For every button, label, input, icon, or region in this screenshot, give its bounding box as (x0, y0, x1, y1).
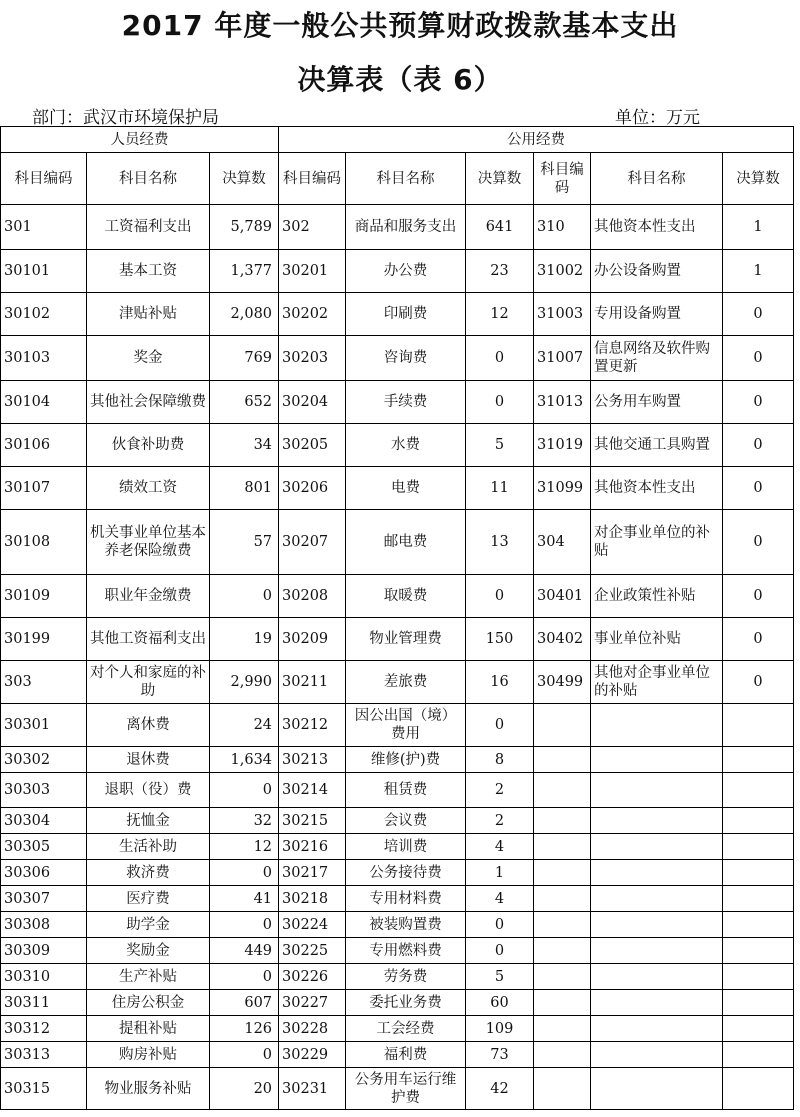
name-cell: 奖励金 (87, 938, 210, 964)
table-row (1, 747, 794, 773)
name-cell: 公务用车运行维护费 (346, 1068, 466, 1110)
table-row (1, 886, 794, 912)
amount-cell: 641 (466, 205, 534, 250)
code-cell: 310 (534, 205, 591, 250)
amount-cell: 19 (210, 618, 279, 661)
code-cell: 302 (279, 205, 346, 250)
amount-cell (723, 990, 794, 1016)
code-cell: 30202 (279, 293, 346, 336)
code-cell: 30207 (279, 510, 346, 575)
name-cell: 公务接待费 (346, 860, 466, 886)
amount-cell: 801 (210, 467, 279, 510)
amount-cell: 2 (466, 773, 534, 808)
amount-cell: 24 (210, 704, 279, 747)
name-cell: 印刷费 (346, 293, 466, 336)
name-cell: 伙食补助费 (87, 424, 210, 467)
table-row (1, 808, 794, 834)
amount-cell (723, 704, 794, 747)
amount-cell: 769 (210, 336, 279, 381)
code-cell (534, 1042, 591, 1068)
amount-cell: 0 (723, 575, 794, 618)
name-cell: 医疗费 (87, 886, 210, 912)
amount-cell: 0 (210, 575, 279, 618)
code-cell: 30103 (1, 336, 87, 381)
amount-cell: 57 (210, 510, 279, 575)
code-cell: 30208 (279, 575, 346, 618)
name-cell: 奖金 (87, 336, 210, 381)
code-cell: 301 (1, 205, 87, 250)
code-cell (534, 860, 591, 886)
name-cell: 其他资本性支出 (591, 205, 723, 250)
name-cell: 劳务费 (346, 964, 466, 990)
code-cell: 30214 (279, 773, 346, 808)
table-row (1, 704, 794, 747)
code-cell: 30218 (279, 886, 346, 912)
amount-cell (723, 747, 794, 773)
name-cell: 手续费 (346, 381, 466, 424)
name-cell: 租赁费 (346, 773, 466, 808)
amount-cell: 60 (466, 990, 534, 1016)
amount-cell: 1,634 (210, 747, 279, 773)
code-cell: 30204 (279, 381, 346, 424)
code-cell (534, 773, 591, 808)
amount-cell: 4 (466, 834, 534, 860)
name-cell: 对个人和家庭的补助 (87, 661, 210, 704)
amount-cell: 13 (466, 510, 534, 575)
amount-cell (723, 808, 794, 834)
code-cell: 31019 (534, 424, 591, 467)
name-cell: 救济费 (87, 860, 210, 886)
amount-cell: 0 (723, 618, 794, 661)
code-cell (534, 912, 591, 938)
table-row (1, 912, 794, 938)
name-cell: 专用材料费 (346, 886, 466, 912)
name-cell: 物业管理费 (346, 618, 466, 661)
code-cell: 30203 (279, 336, 346, 381)
col-header-name: 科目名称 (591, 153, 723, 205)
code-cell: 30228 (279, 1016, 346, 1042)
name-cell: 购房补贴 (87, 1042, 210, 1068)
amount-cell: 8 (466, 747, 534, 773)
amount-cell (723, 1016, 794, 1042)
amount-cell: 0 (466, 575, 534, 618)
col-header-amount: 决算数 (210, 153, 279, 205)
amount-cell: 1 (723, 205, 794, 250)
name-cell: 培训费 (346, 834, 466, 860)
code-cell: 30313 (1, 1042, 87, 1068)
name-cell (591, 938, 723, 964)
table-row (1, 860, 794, 886)
amount-cell: 150 (466, 618, 534, 661)
code-cell: 31002 (534, 250, 591, 293)
code-cell: 30206 (279, 467, 346, 510)
amount-cell: 12 (210, 834, 279, 860)
report-title-line1: 2017 年度一般公共预算财政拨款基本支出 (121, 9, 679, 42)
name-cell: 被装购置费 (346, 912, 466, 938)
code-cell: 30306 (1, 860, 87, 886)
name-cell: 会议费 (346, 808, 466, 834)
report-title-line2: 决算表（表 6） (297, 63, 503, 96)
name-cell: 生活补助 (87, 834, 210, 860)
table-body (1, 205, 794, 1110)
code-cell (534, 704, 591, 747)
amount-cell: 4 (466, 886, 534, 912)
amount-cell: 0 (210, 912, 279, 938)
code-cell: 31003 (534, 293, 591, 336)
code-cell: 30310 (1, 964, 87, 990)
code-cell: 30106 (1, 424, 87, 467)
code-cell: 30216 (279, 834, 346, 860)
col-header-amount: 决算数 (466, 153, 534, 205)
name-cell: 委托业务费 (346, 990, 466, 1016)
amount-cell: 73 (466, 1042, 534, 1068)
code-cell: 30201 (279, 250, 346, 293)
name-cell: 其他对企事业单位的补贴 (591, 661, 723, 704)
amount-cell: 32 (210, 808, 279, 834)
code-cell: 31013 (534, 381, 591, 424)
code-cell: 30102 (1, 293, 87, 336)
table-row (1, 1042, 794, 1068)
table-row (1, 510, 794, 575)
name-cell: 商品和服务支出 (346, 205, 466, 250)
amount-cell: 0 (210, 964, 279, 990)
name-cell: 邮电费 (346, 510, 466, 575)
name-cell: 退休费 (87, 747, 210, 773)
amount-cell: 2 (466, 808, 534, 834)
code-cell: 30229 (279, 1042, 346, 1068)
code-cell (534, 808, 591, 834)
amount-cell (723, 938, 794, 964)
name-cell (591, 834, 723, 860)
code-cell: 30215 (279, 808, 346, 834)
code-cell (534, 1068, 591, 1110)
table-row (1, 381, 794, 424)
name-cell: 基本工资 (87, 250, 210, 293)
table-row (1, 1016, 794, 1042)
name-cell: 津贴补贴 (87, 293, 210, 336)
name-cell: 职业年金缴费 (87, 575, 210, 618)
code-cell: 30308 (1, 912, 87, 938)
table-row (1, 424, 794, 467)
name-cell: 提租补贴 (87, 1016, 210, 1042)
amount-cell: 0 (466, 704, 534, 747)
table-row (1, 990, 794, 1016)
expenditure-table (0, 126, 794, 1110)
amount-cell: 0 (466, 912, 534, 938)
code-cell: 31007 (534, 336, 591, 381)
code-cell: 30315 (1, 1068, 87, 1110)
name-cell: 电费 (346, 467, 466, 510)
amount-cell: 0 (466, 938, 534, 964)
amount-cell (723, 964, 794, 990)
amount-cell: 42 (466, 1068, 534, 1110)
amount-cell: 34 (210, 424, 279, 467)
name-cell: 信息网络及软件购置更新 (591, 336, 723, 381)
name-cell: 绩效工资 (87, 467, 210, 510)
table-row (1, 250, 794, 293)
code-cell: 30305 (1, 834, 87, 860)
name-cell: 助学金 (87, 912, 210, 938)
code-cell: 30309 (1, 938, 87, 964)
name-cell (591, 912, 723, 938)
amount-cell: 1,377 (210, 250, 279, 293)
amount-cell (723, 773, 794, 808)
code-cell: 30401 (534, 575, 591, 618)
name-cell: 维修(护)费 (346, 747, 466, 773)
code-cell (534, 747, 591, 773)
code-cell: 30109 (1, 575, 87, 618)
code-cell: 30224 (279, 912, 346, 938)
amount-cell: 126 (210, 1016, 279, 1042)
name-cell (591, 886, 723, 912)
code-cell (534, 938, 591, 964)
name-cell: 住房公积金 (87, 990, 210, 1016)
name-cell: 抚恤金 (87, 808, 210, 834)
col-header-name: 科目名称 (346, 153, 466, 205)
amount-cell: 652 (210, 381, 279, 424)
code-cell (534, 1016, 591, 1042)
name-cell (591, 704, 723, 747)
code-cell: 30304 (1, 808, 87, 834)
code-cell: 30205 (279, 424, 346, 467)
code-cell: 30225 (279, 938, 346, 964)
col-header-code: 科目编码 (534, 153, 591, 205)
name-cell (591, 1068, 723, 1110)
name-cell: 专用设备购置 (591, 293, 723, 336)
name-cell: 差旅费 (346, 661, 466, 704)
name-cell: 退职（役）费 (87, 773, 210, 808)
department-label: 部门：武汉市环境保护局 (32, 108, 219, 128)
name-cell: 福利费 (346, 1042, 466, 1068)
amount-cell (723, 912, 794, 938)
amount-cell: 0 (210, 773, 279, 808)
col-header-code: 科目编码 (1, 153, 87, 205)
amount-cell: 449 (210, 938, 279, 964)
code-cell: 30227 (279, 990, 346, 1016)
table-row (1, 938, 794, 964)
name-cell: 办公费 (346, 250, 466, 293)
amount-cell: 0 (723, 336, 794, 381)
name-cell: 事业单位补贴 (591, 618, 723, 661)
code-cell: 304 (534, 510, 591, 575)
name-cell (591, 964, 723, 990)
name-cell: 工资福利支出 (87, 205, 210, 250)
amount-cell: 1 (723, 250, 794, 293)
amount-cell: 109 (466, 1016, 534, 1042)
table-row (1, 293, 794, 336)
col-header-amount: 决算数 (723, 153, 794, 205)
code-cell: 31099 (534, 467, 591, 510)
code-cell: 30312 (1, 1016, 87, 1042)
name-cell: 水费 (346, 424, 466, 467)
code-cell: 303 (1, 661, 87, 704)
amount-cell: 0 (723, 661, 794, 704)
amount-cell: 0 (723, 510, 794, 575)
table-row (1, 1068, 794, 1110)
code-cell: 30231 (279, 1068, 346, 1110)
name-cell (591, 990, 723, 1016)
name-cell: 其他工资福利支出 (87, 618, 210, 661)
name-cell: 其他资本性支出 (591, 467, 723, 510)
amount-cell: 12 (466, 293, 534, 336)
code-cell: 30104 (1, 381, 87, 424)
amount-cell: 2,990 (210, 661, 279, 704)
name-cell: 取暖费 (346, 575, 466, 618)
amount-cell: 0 (723, 381, 794, 424)
name-cell (591, 747, 723, 773)
code-cell: 30108 (1, 510, 87, 575)
amount-cell: 23 (466, 250, 534, 293)
amount-cell: 0 (723, 293, 794, 336)
amount-cell: 20 (210, 1068, 279, 1110)
amount-cell: 16 (466, 661, 534, 704)
name-cell: 企业政策性补贴 (591, 575, 723, 618)
group-header-public: 公用经费 (279, 127, 794, 153)
amount-cell (723, 886, 794, 912)
code-cell (534, 834, 591, 860)
unit-label: 单位：万元 (615, 108, 700, 128)
name-cell (591, 1042, 723, 1068)
code-cell: 30307 (1, 886, 87, 912)
code-cell: 30217 (279, 860, 346, 886)
name-cell: 公务用车购置 (591, 381, 723, 424)
amount-cell: 0 (723, 467, 794, 510)
code-cell: 30311 (1, 990, 87, 1016)
code-cell: 30107 (1, 467, 87, 510)
code-cell: 30499 (534, 661, 591, 704)
code-cell (534, 886, 591, 912)
table-row (1, 773, 794, 808)
table-row (1, 618, 794, 661)
amount-cell: 5,789 (210, 205, 279, 250)
name-cell: 其他交通工具购置 (591, 424, 723, 467)
code-cell: 30199 (1, 618, 87, 661)
code-cell: 30209 (279, 618, 346, 661)
col-header-name: 科目名称 (87, 153, 210, 205)
table-row (1, 834, 794, 860)
name-cell: 咨询费 (346, 336, 466, 381)
name-cell: 办公设备购置 (591, 250, 723, 293)
name-cell (591, 773, 723, 808)
name-cell: 专用燃料费 (346, 938, 466, 964)
name-cell: 生产补贴 (87, 964, 210, 990)
amount-cell: 0 (723, 424, 794, 467)
amount-cell: 0 (210, 860, 279, 886)
name-cell: 工会经费 (346, 1016, 466, 1042)
name-cell (591, 860, 723, 886)
name-cell: 物业服务补贴 (87, 1068, 210, 1110)
col-header-code: 科目编码 (279, 153, 346, 205)
amount-cell: 5 (466, 964, 534, 990)
table-row (1, 467, 794, 510)
name-cell: 对企事业单位的补贴 (591, 510, 723, 575)
name-cell (591, 1016, 723, 1042)
group-header-personnel: 人员经费 (1, 127, 279, 153)
code-cell: 30213 (279, 747, 346, 773)
name-cell: 离休费 (87, 704, 210, 747)
code-cell: 30211 (279, 661, 346, 704)
amount-cell: 0 (210, 1042, 279, 1068)
amount-cell (723, 860, 794, 886)
code-cell: 30226 (279, 964, 346, 990)
table-row (1, 205, 794, 250)
code-cell: 30212 (279, 704, 346, 747)
amount-cell: 41 (210, 886, 279, 912)
name-cell: 机关事业单位基本养老保险缴费 (87, 510, 210, 575)
amount-cell: 607 (210, 990, 279, 1016)
table-row (1, 336, 794, 381)
amount-cell (723, 1068, 794, 1110)
name-cell: 因公出国（境）费用 (346, 704, 466, 747)
amount-cell (723, 1042, 794, 1068)
table-row (1, 964, 794, 990)
name-cell (591, 808, 723, 834)
code-cell: 30303 (1, 773, 87, 808)
amount-cell: 2,080 (210, 293, 279, 336)
amount-cell: 11 (466, 467, 534, 510)
amount-cell: 0 (466, 381, 534, 424)
code-cell (534, 990, 591, 1016)
table-row (1, 661, 794, 704)
name-cell: 其他社会保障缴费 (87, 381, 210, 424)
table-row (1, 575, 794, 618)
amount-cell: 0 (466, 336, 534, 381)
code-cell (534, 964, 591, 990)
amount-cell: 1 (466, 860, 534, 886)
amount-cell (723, 834, 794, 860)
code-cell: 30402 (534, 618, 591, 661)
code-cell: 30101 (1, 250, 87, 293)
amount-cell: 5 (466, 424, 534, 467)
code-cell: 30302 (1, 747, 87, 773)
code-cell: 30301 (1, 704, 87, 747)
